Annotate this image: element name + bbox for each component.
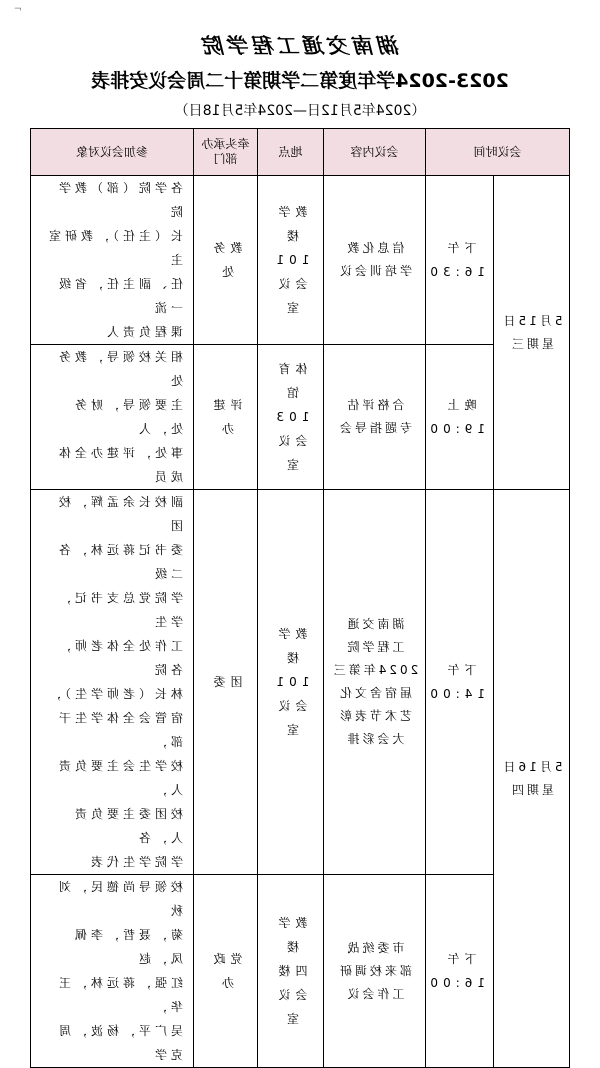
attendees-text-line: 工作处全体老师，各院	[54, 639, 183, 677]
host-department	[193, 875, 257, 1068]
date-text-line: 5月15日	[500, 313, 563, 328]
meeting-content-text-line: 部来校调研	[336, 963, 412, 978]
meeting-time-text-line: 下午	[442, 952, 477, 966]
table-row	[30, 875, 569, 1068]
attendees-text-line: 主要领导，财务处，人	[70, 398, 183, 436]
table-row	[30, 176, 569, 345]
table-header-row	[30, 129, 569, 176]
date-text-line: 星期三	[509, 336, 555, 351]
host-department-text	[194, 947, 257, 995]
meeting-place-text	[258, 357, 323, 477]
meeting-content	[323, 875, 425, 1068]
meeting-place-text-line: 四楼	[273, 964, 308, 978]
meeting-content-text-line: 湖南交通	[344, 617, 405, 631]
attendees	[30, 875, 193, 1068]
date-text-line: 星期四	[509, 782, 555, 797]
attendees	[30, 345, 193, 490]
meeting-time-text-line: 14:00	[425, 687, 485, 701]
attendees	[30, 176, 193, 345]
meeting-content-text-line: 艺术节表彰	[336, 709, 412, 723]
meeting-place-text-line: 103	[271, 410, 310, 424]
meeting-date	[494, 490, 570, 1068]
attendees-text-line: 课程负责人	[102, 325, 183, 339]
header-dept-line: 部门	[213, 152, 238, 166]
meeting-content-text-line: 工作会议	[344, 986, 405, 1001]
date-range: （2024年5月12日—2024年5月18日）	[174, 103, 426, 119]
attendees-text-line: 菊，聂哲，李佩凤，赵	[70, 928, 183, 966]
meeting-content	[323, 345, 425, 490]
meeting-time-text-line: 16:00	[425, 976, 485, 990]
host-department-text-line: 党政办	[208, 952, 243, 990]
host-department-text-line: 教务处	[208, 241, 243, 279]
date-text-line: 5月16日	[500, 759, 563, 774]
attendees-text-line: 校领导尚德民，刘秋	[54, 880, 183, 918]
attendees-text	[31, 490, 193, 874]
meeting-content	[323, 490, 425, 875]
meeting-time-text-line: 晚上	[442, 398, 477, 412]
meeting-place-text-line: 101	[271, 253, 310, 267]
meeting-content-text	[324, 937, 425, 1006]
meeting-time	[425, 875, 493, 1068]
attendees-text	[31, 345, 193, 489]
host-department	[193, 490, 257, 875]
meeting-place-text	[258, 911, 323, 1031]
meeting-place-text-line: 会议室	[273, 699, 308, 737]
page-title: 2023-2024学年度第二学期第十二周会议安排表	[91, 70, 509, 92]
attendees	[30, 490, 193, 875]
attendees-text-line: 学院党总支书记，学生	[54, 591, 183, 629]
meeting-time-text-line: 19:00	[425, 422, 485, 436]
meeting-place	[257, 345, 323, 490]
attendees-text-line: 学院学生代表	[86, 855, 183, 869]
meeting-place	[257, 490, 323, 875]
attendees-text-line: 副校长余孟辉，校团	[54, 495, 183, 533]
meeting-content-text	[324, 237, 425, 283]
table-row	[30, 490, 569, 875]
attendees-text-line: 校学生会主要负责人，	[54, 759, 183, 797]
attendees-text	[31, 875, 193, 1067]
meeting-time	[425, 345, 493, 490]
date-text	[494, 756, 569, 802]
table-row	[30, 345, 569, 490]
meeting-place-text-line: 教学楼	[273, 627, 308, 665]
attendees-text-line: 委书记蒋远林，各二级	[54, 543, 183, 581]
meeting-place	[257, 176, 323, 345]
meeting-content-text-line: 信息化教	[344, 241, 405, 255]
meeting-content-text-line: 合格评估	[344, 398, 405, 412]
corner-mark: ⌐	[13, 4, 22, 15]
meeting-content-text-line: 学培训会议	[336, 264, 412, 278]
header-dept-line: 牵头承办	[201, 137, 250, 151]
meeting-place-text-line: 会议室	[273, 434, 308, 472]
meeting-content-text-line: 市委统战	[344, 940, 405, 955]
meeting-date	[494, 176, 570, 490]
meeting-content-text-line: 届宿舍文化	[336, 686, 412, 700]
meeting-place-text	[258, 200, 323, 320]
meeting-content-text-line: 工程学院	[344, 640, 405, 654]
meeting-time-text	[426, 393, 493, 441]
host-department-text	[194, 670, 257, 694]
meeting-time-text-line: 下午	[442, 241, 477, 255]
meeting-content-text	[324, 394, 425, 440]
attendees-text-line: 林长（老师学生），	[44, 687, 183, 701]
meeting-schedule-table	[30, 128, 570, 1068]
meeting-content-text-line: 2024年第三	[330, 663, 419, 677]
header-time: 会议时间	[425, 129, 569, 176]
host-department-text	[194, 393, 257, 441]
meeting-place-text-line: 教学楼	[273, 916, 308, 954]
attendees-text-line: 红强，蒋远林，王华，	[54, 976, 183, 1014]
school-name: 湖南交通工程学院	[200, 33, 400, 58]
meeting-content	[323, 176, 425, 345]
meeting-place-text-line: 101	[271, 675, 310, 689]
host-department-text	[194, 236, 257, 284]
host-department-text-line: 评建办	[208, 398, 243, 436]
meeting-time-text-line: 下午	[442, 663, 477, 677]
attendees-text	[31, 176, 193, 344]
date-text	[494, 310, 569, 356]
attendees-text-line: 事处，评建办全体成员	[54, 446, 183, 484]
attendees-text-line: 任、副主任，省级一流	[54, 277, 183, 315]
meeting-place-text-line: 体育馆	[273, 362, 308, 400]
meeting-time	[425, 176, 493, 345]
meeting-time-text-line: 16:30	[425, 265, 485, 279]
meeting-time	[425, 490, 493, 875]
attendees-text-line: 吴广平，杨波，周克学	[54, 1024, 183, 1062]
header-dept-label	[194, 137, 257, 167]
meeting-place-text-line: 会议室	[273, 988, 308, 1026]
meeting-time-text	[426, 236, 493, 284]
header-place: 地点	[257, 129, 323, 176]
meeting-place-text	[258, 622, 323, 742]
meeting-time-text	[426, 947, 493, 995]
host-department-text-line: 团委	[208, 675, 243, 689]
meeting-content-text-line: 专题指导会	[336, 421, 412, 435]
attendees-text-line: 相关校领导，教务处	[54, 350, 183, 388]
attendees-text-line: 宿管会全体学生干部，	[54, 711, 183, 749]
header-dept	[193, 129, 257, 176]
host-department	[193, 345, 257, 490]
attendees-text-line: 各学院（部）教学院	[54, 181, 183, 219]
meeting-place	[257, 875, 323, 1068]
attendees-text-line: 校团委主要负责人，各	[70, 807, 183, 845]
meeting-time-text	[426, 658, 493, 706]
attendees-text-line: 长（主任），教研室主	[44, 229, 183, 267]
meeting-place-text-line: 教学楼	[273, 205, 308, 243]
meeting-content-text	[324, 613, 425, 751]
meeting-content-text-line: 大会彩排	[344, 732, 405, 746]
header-attendees: 参加会议对象	[30, 129, 193, 176]
host-department	[193, 176, 257, 345]
meeting-place-text-line: 会议室	[273, 277, 308, 315]
header-content: 会议内容	[323, 129, 425, 176]
